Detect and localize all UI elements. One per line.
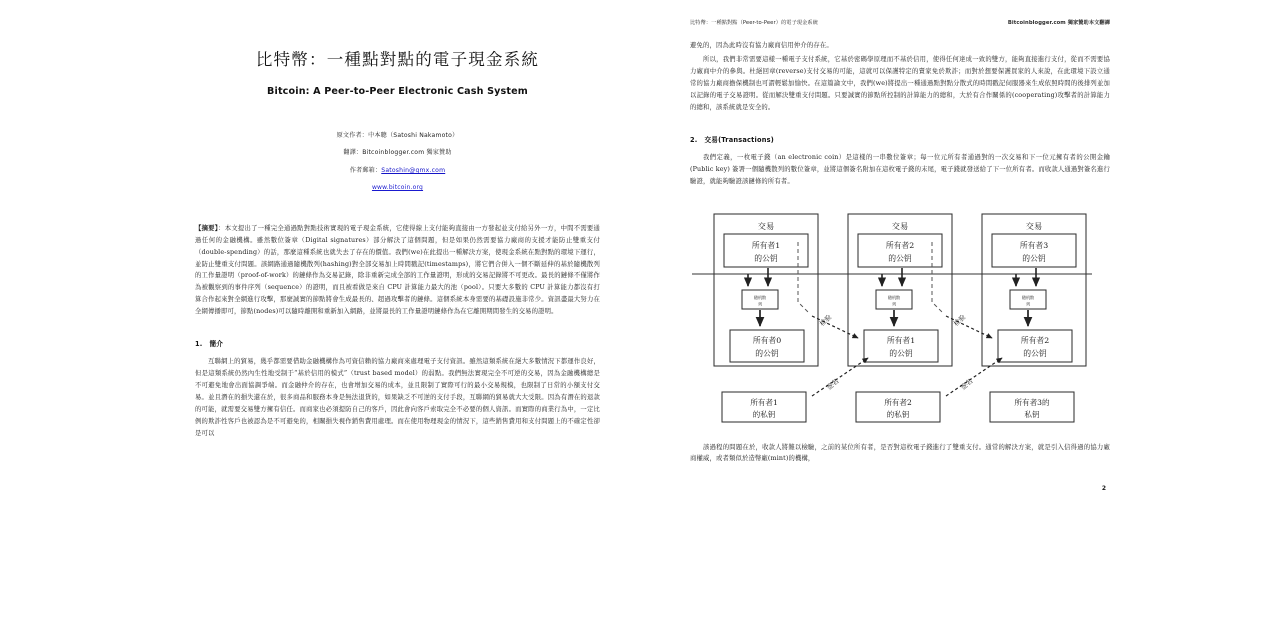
verify-arrow-3 (946, 316, 992, 338)
hash-label-3-line1: 随机散 (1021, 294, 1035, 300)
page-title-english: Bitcoin: A Peer-to-Peer Electronic Cash System (267, 86, 528, 97)
owner-public-key-label-3-line2: 的公钥 (1022, 253, 1046, 263)
next-owner-public-key-label-2-line1: 所有者1 (886, 335, 916, 345)
document-page-1 (195, 0, 600, 620)
running-header (690, 0, 1110, 26)
sign-arrow-1 (812, 358, 868, 396)
credit-author-email-row (195, 166, 600, 175)
owner-public-key-label-2-line2: 的公钥 (888, 253, 912, 263)
next-owner-public-key-label-1-line1: 所有者0 (752, 335, 782, 345)
next-owner-public-key-label-2-line2: 的公钥 (889, 348, 913, 358)
hash-label-1-line1: 随机散 (753, 294, 767, 300)
transaction-label-2: 交易 (891, 220, 909, 231)
transaction-label-3: 交易 (1025, 220, 1043, 231)
credit-translator: 翻譯：Bitcoinblogger.com 獨家贊助 (343, 149, 452, 157)
sign-label-2: 签名 (959, 376, 975, 392)
credit-website-row (195, 183, 600, 192)
owner-public-key-label-2-line1: 所有者2 (885, 240, 915, 250)
document-page-2 (690, 0, 1110, 620)
section-1-number: 1. (195, 340, 203, 349)
private-key-label-2-line1: 所有者2 (884, 397, 912, 407)
page-number: 2 (1101, 485, 1106, 493)
owner-public-key-label-1-line2: 的公钥 (754, 253, 778, 263)
private-key-label-3-line1: 所有者3的 (1014, 397, 1050, 407)
transaction-chain-diagram (692, 206, 1092, 428)
hash-label-1-line2: 列 (757, 301, 763, 307)
owner-public-key-label-3-line1: 所有者3 (1019, 240, 1049, 250)
running-header-sponsor: Bitcoinblogger.com 獨家贊助本文翻譯 (1007, 20, 1110, 26)
hash-label-3-line2: 列 (1025, 301, 1031, 307)
continuation-paragraph: 避免的，因為此時沒有協力廠商信用仲介的存在。 (690, 42, 833, 50)
section-2-body: 我們定義，一枚電子錢（an electronic coin）是這樣的一串數位簽章；每一位元所有者通過對的一次交易和下一位元擁有者的公開金鑰(Public key) 簽署一個隨機散列的數位簽章，並將這個簽名附加在這枚電子錢的末尾，電子錢就發送給了下一位所有者。而收款人通過對簽名進行驗證，就能夠驗證該鏈條的所有者。 (690, 153, 1110, 185)
section-1-title: 簡介 (209, 340, 224, 349)
private-key-label-1-line1: 所有者1 (750, 397, 778, 407)
verify-label-1: 检验 (818, 312, 834, 328)
credit-original-author: 原文作者：中本聰（Satoshi Nakamoto） (336, 132, 459, 139)
solution-paragraph: 所以，我們非常需要這樣一種電子支付系統，它基於密碼學原理而不基於信用，使得任何達成一致的雙方，能夠直接進行支付，從而不需要協力廠商中介的參與。杜絕回章(reverse)支付交易的可能，這就可以保護特定的賣家免於欺詐；而對於想要保護買家的人來說，在此環境下設立通常的協力廠商擔保機制也可謂輕鬆加愉快。在這篇論文中，我們(we)將提出一種通過點對點分散式的時間戳記伺服器來生成依照時間的後排列並加以記錄的電子交易證明。從而解決雙重支付問題。只要誠實的節點所控制的計算能力的總和，大於有合作關係的(cooperating)攻擊者的計算能力的總和，該系統就是安全的。 (690, 56, 1110, 111)
abstract-text: ：本文提出了一種完全通過點對點技術實現的電子現金系統，它使得線上支付能夠直接由一方發起並支付給另外一方，中間不需要通過任何的金融機構。雖然數位簽章（Digital signatures）部分解決了這個問題，但是如果仍然需要協力廠商的支援才能防止雙重支付（double-spending）的話，那麼這種系統也就失去了存在的價值。我們(we)在此提出一種解決方案，使現金系統在點對點的環境下運行，並防止雙重支付問題。該網路通過隨機散列(hashing)對全部交易加上時間戳記(timestamps)，將它們合併入一個不斷延伸的基於隨機散列的工作量證明（proof-of-work）的鏈條作為交易記錄，除非重新完成全部的工作量證明，形成的交易記錄將不可更改。最長的鏈條不僅將作為被觀察到的事件序列（sequence）的證明，而且被看做是來自 CPU 計算能力最大的池（pool）。只要大多數的 CPU 計算能力都沒有打算合作起來對全網進行攻擊，那麼誠實的節點將會生成最長的、超過攻擊者的鏈條。這個系統本身需要的基礎設施非常少。資訊盡最大努力在全網傳播即可，節點(nodes)可以隨時離開和重新加入網路，並將最長的工作量證明鏈條作為在它離開期間發生的交易的證明。 (195, 224, 600, 316)
section-2-title: 交易(Transactions) (704, 135, 774, 144)
owner-public-key-label-1-line1: 所有者1 (751, 240, 781, 250)
transaction-label-1: 交易 (757, 220, 775, 231)
sign-arrow-2 (946, 358, 1002, 396)
abstract-paragraph (195, 223, 600, 318)
hash-label-2-line2: 列 (891, 301, 897, 307)
abstract-label: 【摘要】 (195, 224, 219, 232)
next-owner-public-key-label-3-line2: 的公钥 (1023, 348, 1047, 358)
next-owner-public-key-label-3-line1: 所有者2 (1020, 335, 1050, 345)
private-key-label-3-line2: 私钥 (1024, 409, 1040, 419)
page-title-chinese: 比特幣：一種點對點的電子現金系統 (255, 50, 540, 69)
section-1-heading (195, 338, 600, 348)
credit-author-email-label: 作者郵箱： (349, 166, 382, 174)
private-key-label-2-line2: 的私钥 (886, 409, 910, 419)
next-owner-public-key-label-1-line2: 的公钥 (755, 348, 779, 358)
sign-label-1: 签名 (825, 376, 841, 392)
verify-label-2: 检验 (952, 312, 968, 328)
tail-paragraph: 該過程的問題在於，收款人將難以檢驗，之前的某位所有者，是否對這枚電子錢進行了雙重支付。通常的解決方案，就是引入信得過的協力廠商權威，或者類似於造幣廠(mint)的機構， (690, 443, 1110, 463)
running-header-title: 比特幣：一種點對點（Peer-to-Peer）的電子現金系統 (690, 20, 819, 26)
section-2-heading (690, 134, 1110, 144)
hash-label-2-line1: 随机散 (887, 294, 901, 300)
title-block (195, 0, 600, 193)
section-1-body: 互聯網上的貿易，幾乎都需要借助金融機構作為可資信賴的協力廠商來處理電子支付資訊。雖然這類系統在絕大多數情況下都運作良好，但是這類系統仍然內生性地受制于“基於信用的模式”（trust based model）的弱點。我們無法實現完全不可逆的交易，因為金融機構總是不可避免地會出面協調爭端。而金融仲介的存在，也會增加交易的成本，並且限制了實際可行的最小交易規模，也限制了日常的小額支付交易。並且潛在的損失還在於，很多商品和服務本身是無法退貨的，如果缺乏不可逆的支付手段，互聯網的貿易就大大受限。因為有潛在的退款的可能，就需要交易雙方擁有信任。而商家也必須提防自己的客戶，因此會向客戶索取完全不必要的個人資訊。而實際的商業行為中，一定比例的欺詐性客戶也被認為是不可避免的，相關損失視作銷售費用處理。而在使用物理現金的情況下，這些銷售費用和支付問題上的不確定性卻是可以 (195, 358, 600, 437)
private-key-label-1-line2: 的私钥 (752, 409, 776, 419)
bitcoin-website-link[interactable]: www.bitcoin.org (371, 184, 424, 192)
verify-arrow-1 (812, 316, 858, 338)
author-email-link[interactable]: Satoshin@gmx.com (381, 166, 446, 174)
section-2-number: 2. (690, 135, 698, 144)
